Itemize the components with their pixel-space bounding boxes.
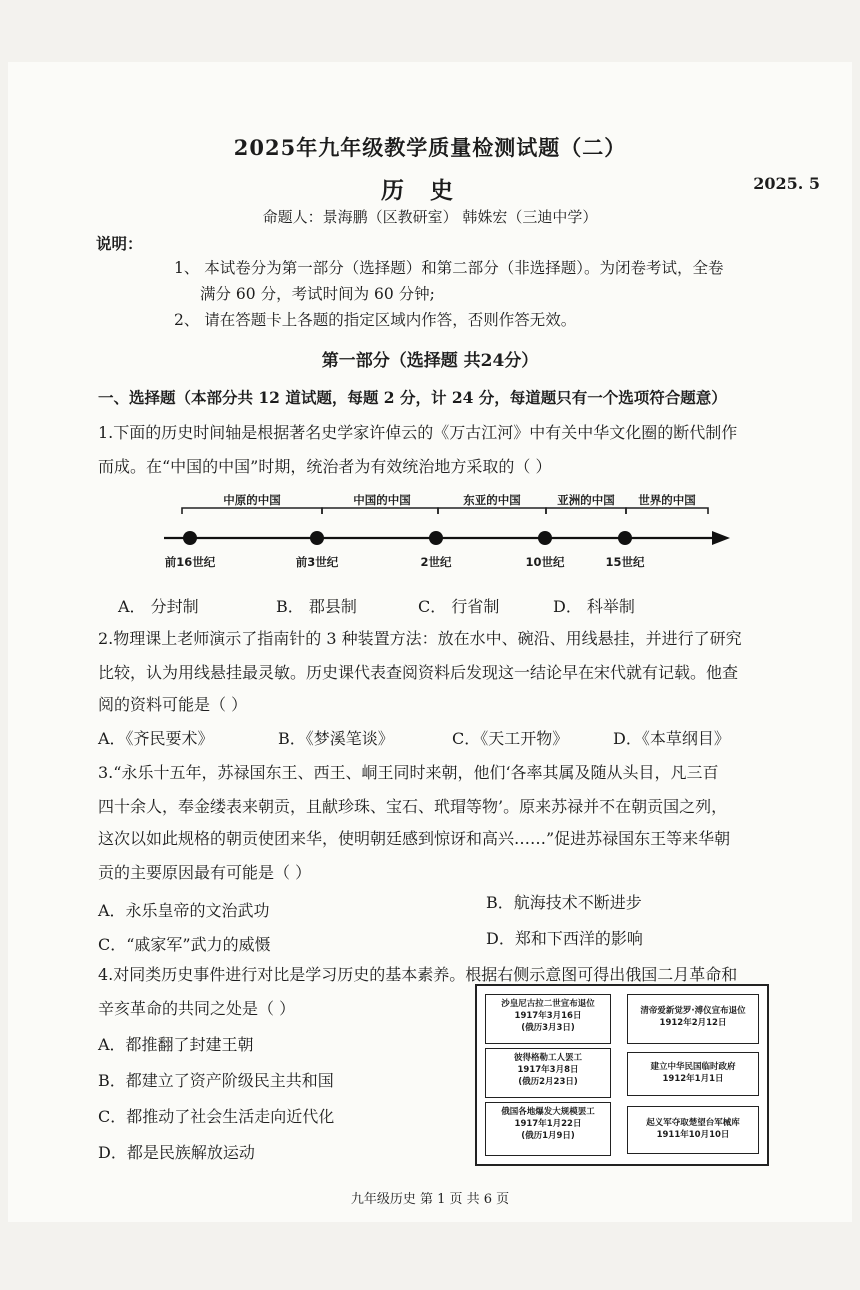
timeline-arrow-icon bbox=[712, 531, 730, 545]
russia-step-3 bbox=[485, 994, 611, 1044]
page-footer: 九年级历史 第 1 页 共 6 页 bbox=[350, 1192, 510, 1207]
china-step-1-date: 1911年10月10日 bbox=[656, 1130, 730, 1140]
russia-step-3-date: 1917年3月16日 bbox=[514, 1011, 582, 1021]
period-label-3: 东亚的中国 bbox=[463, 493, 521, 507]
time-point-1: 前16世纪 bbox=[164, 555, 216, 569]
q4-comparison-diagram bbox=[475, 984, 769, 1166]
exam-date: 2025. 5 bbox=[753, 174, 820, 193]
q3-line-2: 四十余人，奉金缕表来朝贡，且献珍珠、宝石、玳瑁等物’。原来苏禄并不在朝贡国之列， bbox=[98, 797, 728, 816]
q4-option-d: D．都是民族解放运动 bbox=[98, 1143, 255, 1162]
period-label-5: 世界的中国 bbox=[638, 493, 696, 507]
instruction-1-line-2: 满分 60 分，考试时间为 60 分钟; bbox=[200, 285, 435, 303]
china-step-3-event: 清帝爱新觉罗·溥仪宣布退位 bbox=[640, 1006, 746, 1016]
time-point-5: 15世纪 bbox=[605, 555, 645, 569]
russia-step-2-date: 1917年3月8日 bbox=[517, 1065, 579, 1075]
period-label-4: 亚洲的中国 bbox=[557, 493, 615, 507]
q3-line-3: 这次以如此规格的朝贡使团来华，使明朝廷感到惊讶和高兴……”促进苏禄国东王等来华朝 bbox=[98, 829, 731, 848]
q1-timeline bbox=[150, 490, 740, 574]
q1-option-c: C． 行省制 bbox=[418, 597, 500, 616]
q4-option-c: C．都推动了社会生活走向近代化 bbox=[98, 1107, 335, 1126]
q3-option-a: A．永乐皇帝的文治武功 bbox=[98, 901, 270, 920]
q2-line-2: 比较，认为用线悬挂最灵敏。历史课代表查阅资料后发现这一结论早在宋代就有记载。他查 bbox=[98, 663, 739, 682]
china-step-2-date: 1912年1月1日 bbox=[662, 1074, 724, 1084]
china-step-1-event: 起义军夺取楚望台军械库 bbox=[646, 1118, 740, 1128]
russia-step-3-old-date: (俄历3月3日) bbox=[521, 1023, 575, 1033]
russia-step-3-event: 沙皇尼古拉二世宣布退位 bbox=[501, 999, 595, 1009]
q3-line-1: 3.“永乐十五年，苏禄国东王、西王、峒王同时来朝，他们‘各率其属及随从头目，凡三百 bbox=[98, 763, 719, 782]
q2-option-c: C．《天工开物》 bbox=[452, 729, 569, 748]
china-step-3-date: 1912年2月12日 bbox=[659, 1018, 727, 1028]
q2-option-a: A．《齐民要术》 bbox=[98, 729, 214, 748]
time-point-2: 前3世纪 bbox=[295, 555, 339, 569]
time-point-3: 2世纪 bbox=[420, 555, 452, 569]
q1-line-2: 而成。在“中国的中国”时期，统治者为有效统治地方采取的（ ） bbox=[98, 457, 552, 476]
russia-step-2-old-date: (俄历2月23日) bbox=[518, 1077, 578, 1087]
q2-line-3: 阅的资料可能是（ ） bbox=[98, 695, 248, 714]
instruction-2: 2、 请在答题卡上各题的指定区域内作答，否则作答无效。 bbox=[174, 311, 577, 329]
instruction-1-line-1: 1、 本试卷分为第一部分（选择题）和第二部分（非选择题）。为闭卷考试，全卷 bbox=[174, 259, 724, 277]
period-label-2: 中国的中国 bbox=[353, 493, 411, 507]
china-step-2 bbox=[627, 1052, 759, 1096]
q3-option-c: C．“戚家军”武力的威慑 bbox=[98, 935, 271, 954]
q2-option-d: D．《本草纲目》 bbox=[613, 729, 730, 748]
q4-option-a: A．都推翻了封建王朝 bbox=[98, 1035, 254, 1054]
q3-option-d: D．郑和下西洋的影响 bbox=[486, 929, 643, 948]
q4-line-1: 4.对同类历史事件进行对比是学习历史的基本素养。根据右侧示意图可得出俄国二月革命和 bbox=[98, 965, 738, 984]
russia-step-2 bbox=[485, 1048, 611, 1098]
russia-step-1-old-date: (俄历1月9日) bbox=[521, 1131, 575, 1141]
q1-option-a: A． 分封制 bbox=[118, 597, 199, 616]
part1-heading: 第一部分（选择题 共24分） bbox=[321, 351, 539, 371]
period-label-1: 中原的中国 bbox=[223, 493, 281, 507]
russia-step-1-event: 俄国各地爆发大规模罢工 bbox=[501, 1107, 595, 1117]
q1-option-d: D． 科举制 bbox=[553, 597, 635, 616]
q1-line-1: 1.下面的历史时间轴是根据著名史学家许倬云的《万古江河》中有关中华文化圈的断代制作 bbox=[98, 423, 738, 442]
q2-option-b: B．《梦溪笔谈》 bbox=[278, 729, 394, 748]
q3-line-4: 贡的主要原因最有可能是（ ） bbox=[98, 863, 312, 882]
subject-title: 历史 bbox=[381, 177, 479, 204]
q4-line-2: 辛亥革命的共同之处是（ ） bbox=[98, 999, 296, 1018]
exam-title: 2025年九年级教学质量检测试题（二） bbox=[233, 135, 627, 160]
q1-option-b: B． 郡县制 bbox=[276, 597, 357, 616]
china-step-1 bbox=[627, 1106, 759, 1154]
q4-option-b: B．都建立了资产阶级民主共和国 bbox=[98, 1071, 334, 1090]
russia-step-1-date: 1917年1月22日 bbox=[514, 1119, 582, 1129]
china-step-2-event: 建立中华民国临时政府 bbox=[650, 1062, 736, 1072]
section-heading: 一、选择题（本部分共 12 道试题，每题 2 分，计 24 分，每道题只有一个选项符合题意） bbox=[98, 388, 727, 407]
authors-line: 命题人：景海鹏（区教研室） 韩姝宏（三迪中学） bbox=[262, 208, 598, 226]
q2-line-1: 2.物理课上老师演示了指南针的 3 种装置方法：放在水中、碗沿、用线悬挂，并进行了研究 bbox=[98, 629, 742, 648]
china-step-3 bbox=[627, 994, 759, 1044]
russia-step-1 bbox=[485, 1102, 611, 1156]
instructions-label: 说明： bbox=[96, 234, 143, 253]
time-point-4: 10世纪 bbox=[525, 555, 565, 569]
russia-step-2-event: 彼得格勒工人罢工 bbox=[513, 1053, 582, 1063]
q3-option-b: B．航海技术不断进步 bbox=[486, 893, 642, 912]
